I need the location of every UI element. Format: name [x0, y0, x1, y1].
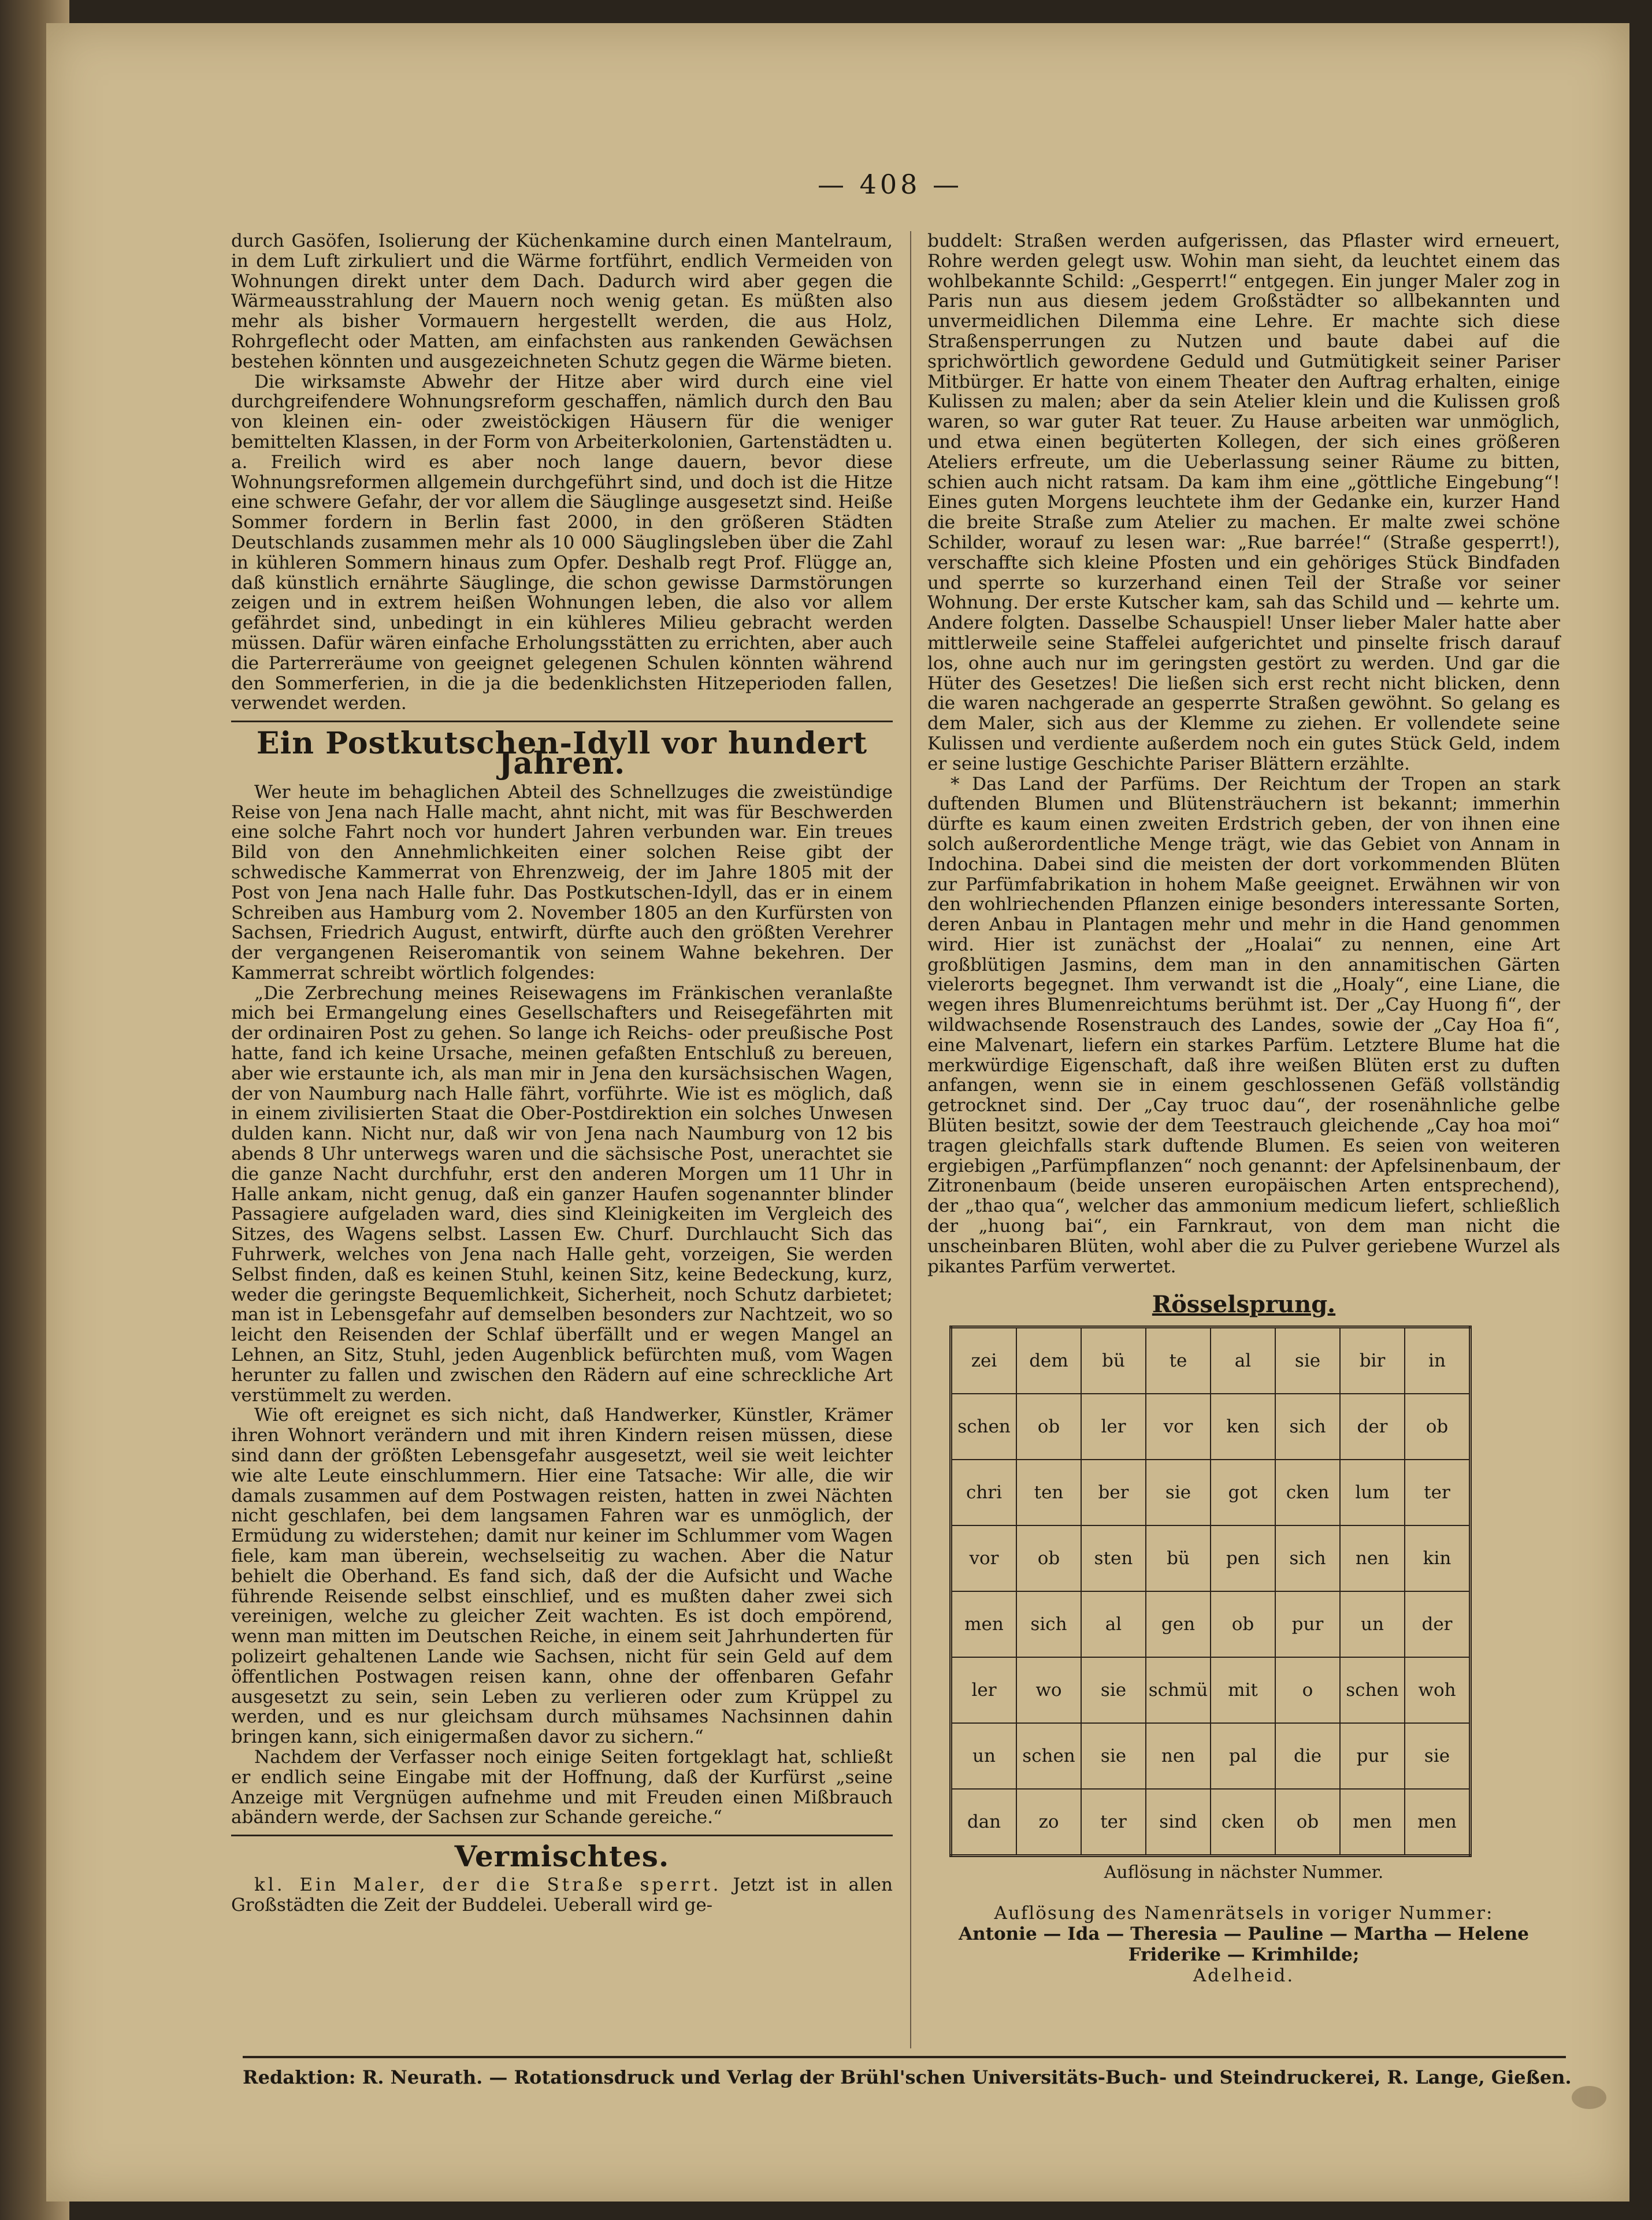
puzzle-cell: sich: [1016, 1591, 1081, 1657]
puzzle-cell: chri: [951, 1460, 1017, 1525]
left-column: [231, 231, 893, 1915]
article-paragraph: Wer heute im behaglichen Abteil des Schnellzuges die zweistündige Reise von Jena nach Halle macht, ahnt nicht, mit was für Beschwerden eine solche Fahrt noch vor hundert Jahren verbunden war. Ein treues Bild von den Annehmlichkeiten einer solchen Reise gibt der schwedische Kammerrat von Ehrenzweig, der im Jahre 1805 mit der Post von Jena nach Halle fuhr. Das Postkutschen-Idyll, das er in einem Schreiben aus Hamburg vom 2. November 1805 an den Kurfürsten von Sachsen, Friedrich August, entwirft, dürfte auch den größten Verehrer der vergangenen Reiseromantik von seinem Wahne bekehren. Der Kammerrat schreibt wörtlich folgendes:: [231, 781, 893, 983]
puzzle-cell: ter: [1081, 1789, 1146, 1856]
imprint-footer: Redaktion: R. Neurath. — Rotationsdruck und Verlag der Brühl'schen Universitäts-Buch- und Steindruckerei, R. Lange, Gießen.: [243, 2056, 1566, 2088]
puzzle-cell: schmü: [1146, 1657, 1211, 1723]
puzzle-cell: cken: [1275, 1460, 1340, 1525]
puzzle-cell: schen: [951, 1394, 1017, 1460]
puzzle-cell: cken: [1211, 1789, 1275, 1856]
puzzle-cell: nen: [1146, 1723, 1211, 1789]
solution-line: Adelheid.: [1193, 1965, 1295, 1987]
solution-line: Friderike — Krimhilde;: [1128, 1944, 1360, 1966]
puzzle-cell: zei: [951, 1327, 1017, 1394]
misc-continuation: buddelt: Straßen werden aufgerissen, das Pflaster wird erneuert, Rohre werden gelegt usw. Wohin man sieht, da leuchtet einem das wohlbekannte Schild: „Gesperrt!“ entgegen. Ein junger Maler zog in Paris nun aus diesem jedem Großstädter so allbekannten und unvermeidlichen Dilemma eine Lehre. Er machte sich diese Straßensperrungen zu Nutzen und baute dabei auf die sprichwörtlich gewordene Geduld und Gutmütigkeit seiner Pariser Mitbürger. Er hatte von einem Theater den Auftrag erhalten, einige Kulissen zu malen; aber da sein Atelier klein und die Kulissen groß waren, so war guter Rat teuer. Zu Hause arbeiten war unmöglich, und etwa einen begüterten Kollegen, der sich eines größeren Ateliers erfreute, um die Ueberlassung seiner Räume zu bitten, schien auch nicht ratsam. Da kam ihm eine „göttliche Eingebung“! Eines guten Morgens leuchtete ihm der Gedanke ein, kurzer Hand die breite Straße zum Atelier zu machen. Er malte zwei schöne Schilder, worauf zu lesen war: „Rue barrée!“ (Straße gesperrt!), verschaffte sich kleine Pfosten und ein gehöriges Stück Bindfaden und sperrte so kurzerhand einen Teil der Straße vor seiner Wohnung. Der erste Kutscher kam, sah das Schild und — kehrte um. Andere folgten. Dasselbe Schauspiel! Unser lieber Maler hatte aber mittlerweile seine Staffelei aufgerichtet und pinselte frisch darauf los, ohne auch nur im geringsten gestört zu werden. Und gar die Hüter des Gesetzes! Die ließen sich erst recht nicht blicken, denn die waren nachgerade an gesperrte Straßen gewöhnt. So gelang es dem Maler, sich aus der Klemme zu ziehen. Er vollendete seine Kulissen und verdiente außerdem noch ein gutes Stück Geld, indem er seine lustige Geschichte Pariser Blättern erzählte.: [927, 231, 1560, 774]
puzzle-cell: sie: [1146, 1460, 1211, 1525]
puzzle-row: [951, 1460, 1471, 1525]
puzzle-cell: ler: [1081, 1394, 1146, 1460]
puzzle-cell: zo: [1016, 1789, 1081, 1856]
article-paragraph: Nachdem der Verfasser noch einige Seiten fortgeklagt hat, schließt er endlich seine Eingabe mit der Hoffnung, daß der Kurfürst „seine Anzeige mit Vergnügen aufnehme und mit Freuden einen Mißbrauch abändern werde, der Sachsen zur Schande gereiche.“: [231, 1746, 893, 1828]
puzzle-row: [951, 1327, 1471, 1394]
puzzle-row: [951, 1723, 1471, 1789]
puzzle-cell: sie: [1081, 1723, 1146, 1789]
puzzle-row: [951, 1525, 1471, 1591]
puzzle-cell: wo: [1016, 1657, 1081, 1723]
puzzle-cell: ob: [1016, 1525, 1081, 1591]
puzzle-cell: vor: [951, 1525, 1017, 1591]
parfum-paragraph: * Das Land der Parfüms. Der Reichtum der Tropen an stark duftenden Blumen und Blütensträuchern ist bekannt; immerhin dürfte es kaum einen zweiten Erdstrich geben, der von ihnen eine solch außerordentliche Menge trägt, wie das Gebiet von Annam in Indochina. Dabei sind die meisten der dort vorkommenden Blüten zur Parfümfabrikation in hohem Maße geeignet. Erwähnen wir von den wohlriechenden Pflanzen einige besonders interessante Sorten, deren Anbau in Plantagen mehr und mehr in die Hand genommen wird. Hier ist zunächst der „Hoalai“ zu nennen, eine Art großblütigen Jasmins, dem man in den annamitischen Gärten vielerorts begegnet. Ihm verwandt ist die „Hoaly“, eine Liane, die wegen ihres Blumenreichtums berühmt ist. Der „Cay Huong fi“, der wildwachsende Rosenstrauch des Landes, sowie der „Cay Hoa fi“, eine Malvenart, liefern ein starkes Parfüm. Letztere Blume hat die merkwürdige Eigenschaft, daß ihre weißen Blüten erst zu duften anfangen, wenn sie in einem geschlossenen Gefäß vollständig getrocknet sind. Der „Cay truoc dau“, der rosenähnliche gelbe Blüten besitzt, sowie der dem Teestrauch gleichende „Cay hoa moi“ tragen gleichfalls stark duftende Blumen. Es seien von weiteren ergiebigen „Parfümpflanzen“ noch genannt: der Apfelsinenbaum, der Zitronenbaum (beide unseren europäischen Arten entsprechend), der „thao qua“, welcher das ammonium medicum liefert, schließlich der „huong bai“, ein Farnkraut, von dem man nicht die unscheinbaren Blüten, wohl aber die zu Pulver geriebene Wurzel als pikantes Parfüm verwertet.: [927, 773, 1560, 1277]
puzzle-cell: pen: [1211, 1525, 1275, 1591]
misc-section-title: Vermischtes.: [454, 1839, 670, 1874]
misc-paragraph: [231, 1875, 893, 1915]
puzzle-cell: nen: [1340, 1525, 1405, 1591]
puzzle-cell: bü: [1146, 1525, 1211, 1591]
puzzle-cell: in: [1405, 1327, 1471, 1394]
puzzle-cell: pur: [1340, 1723, 1405, 1789]
intro-paragraph: durch Gasöfen, Isolierung der Küchenkamine durch einen Mantelraum, in dem Luft zirkuliert und die Wärme fortführt, endlich Vermeiden von Wohnungen direkt unter dem Dach. Dadurch wird aber gegen die Wärmeausstrahlung der Mauern noch wenig getan. Es müßten also mehr als bisher Vormauern hergestellt werden, die aus Holz, Rohrgeflecht oder Matten, am einfachsten aus rankenden Gewächsen bestehen könnten und ausgezeichneten Schutz gegen die Wärme bieten.: [231, 231, 893, 372]
puzzle-cell: gen: [1146, 1591, 1211, 1657]
puzzle-cell: pur: [1275, 1591, 1340, 1657]
puzzle-cell: bü: [1081, 1327, 1146, 1394]
puzzle-row: [951, 1789, 1471, 1856]
puzzle-cell: ten: [1016, 1460, 1081, 1525]
puzzle-cell: lum: [1340, 1460, 1405, 1525]
solution-heading: Auflösung des Namenrätsels in voriger Nummer:: [994, 1903, 1494, 1924]
article-title: Ein Postkutschen-Idyll vor hundert Jahren.: [256, 726, 868, 781]
puzzle-cell: got: [1211, 1460, 1275, 1525]
puzzle-row: [951, 1591, 1471, 1657]
puzzle-cell: der: [1340, 1394, 1405, 1460]
puzzle-cell: mit: [1211, 1657, 1275, 1723]
puzzle-cell: ler: [951, 1657, 1017, 1723]
puzzle-cell: pal: [1211, 1723, 1275, 1789]
right-column: [927, 231, 1560, 1986]
article-paragraph: Wie oft ereignet es sich nicht, daß Handwerker, Künstler, Krämer ihren Wohnort verändern und mit ihren Kindern reisen müssen, diese sind dann der größten Lebensgefahr ausgesetzt, weil sie weit leichter wie alte Leute einschlummern. Hier eine Tatsache: Wir alle, die wir damals zusammen auf dem Postwagen reisten, hatten in zwei Nächten nicht geschlafen, bei dem langsamen Fahren war es unmöglich, der Ermüdung zu widerstehen; damit nur keiner im Schlummer vom Wagen fiele, kam man überein, wechselseitig zu wachen. Aber die Natur behielt die Oberhand. Es fand sich, daß der die Aufsicht und Wache führende Reisende selbst einschlief, und es mußten daher zwei sich vereinigen, welche zu gleicher Zeit wachten. Es ist doch empörend, wenn man mitten im Deutschen Reiche, in einem seit Jahrhunderten für polizeirt gehaltenen Lande wie Sachsen, nicht für sein Geld auf dem öffentlichen Postwagen reisen kann, ohne der offenbaren Gefahr ausgesetzt zu sein, sein Leben zu verlieren oder zum Krüppel zu werden, und es nur gleichsam durch mühsames Nachsinnen dahin bringen kann, sich einigermaßen davor zu sichern.“: [231, 1405, 893, 1748]
misc-item-lead: kl. Ein Maler, der die Straße sperrt.: [254, 1874, 722, 1895]
puzzle-cell: kin: [1405, 1525, 1471, 1591]
puzzle-cell: sich: [1275, 1394, 1340, 1460]
article-paragraph: „Die Zerbrechung meines Reisewagens im Fränkischen veranlaßte mich bei Ermangelung eines Gesellschafters und Reisegefährten mit der ordinairen Post zu gehen. So lange ich Reichs- oder preußische Post hatte, fand ich keine Ursache, meinen gefaßten Entschluß zu bereuen, aber wie erstaunte ich, als man mir in Jena den kursächsischen Wagen, der von Naumburg nach Halle fährt, vorführte. Wie ist es möglich, daß in einem zivilisierten Staat die Ober-Postdirektion ein solches Unwesen dulden kann. Nicht nur, daß wir von Jena nach Naumburg von 12 bis abends 8 Uhr unterwegs waren und die sächsische Post, unerachtet sie die ganze Nacht durchfuhr, erst den anderen Morgen um 11 Uhr in Halle ankam, nicht genug, daß ein ganzer Haufen sogenannter blinder Passagiere aufgeladen ward, dies sind Kleinigkeiten im Vergleich des Sitzes, des Wagens selbst. Lassen Ew. Churf. Durchlaucht Sich das Fuhrwerk, welches von Jena nach Halle geht, vorzeigen, Sie werden Selbst finden, daß es keinen Stuhl, keinen Sitz, keine Bedeckung, kurz, weder die geringste Bequemlichkeit, Sicherheit, noch Schutz darbietet; man ist in Lebensgefahr auf demselben besonders zur Nachtzeit, wo so leicht den Reisenden der Schlaf überfällt und er wegen Mangel an Lehnen, an Sitz, Stuhl, jeden Augenblick befürchten muß, vom Wagen herunter zu fallen und zwischen den Rädern auf eine schreckliche Art verstümmelt zu werden.: [231, 982, 893, 1406]
puzzle-cell: sind: [1146, 1789, 1211, 1856]
puzzle-cell: sie: [1275, 1327, 1340, 1394]
misc-item-text: Jetzt ist in allen Großstädten die Zeit der Buddelei. Ueberall wird ge-: [231, 1874, 893, 1915]
previous-solution: [927, 1903, 1560, 1986]
puzzle-cell: ber: [1081, 1460, 1146, 1525]
newspaper-page: [46, 23, 1629, 2202]
puzzle-row: [951, 1657, 1471, 1723]
puzzle-cell: vor: [1146, 1394, 1211, 1460]
solution-line: Antonie — Ida — Theresia — Pauline — Martha — Helene: [959, 1924, 1529, 1945]
divider: [231, 1835, 893, 1836]
puzzle-cell: schen: [1340, 1657, 1405, 1723]
puzzle-cell: sie: [1405, 1723, 1471, 1789]
puzzle-cell: al: [1081, 1591, 1146, 1657]
puzzle-cell: woh: [1405, 1657, 1471, 1723]
puzzle-cell: ob: [1405, 1394, 1471, 1460]
puzzle-cell: sie: [1081, 1657, 1146, 1723]
puzzle-cell: bir: [1340, 1327, 1405, 1394]
puzzle-cell: men: [1405, 1789, 1471, 1856]
puzzle-cell: men: [951, 1591, 1017, 1657]
puzzle-cell: un: [951, 1723, 1017, 1789]
intro-paragraph: Die wirksamste Abwehr der Hitze aber wird durch eine viel durchgreifendere Wohnungsreform geschaffen, nämlich durch den Bau von kleinen ein- oder zweistöckigen Häusern für die weniger bemittelten Klassen, in der Form von Arbeiterkolonien, Gartenstädten u. a. Freilich wird es aber noch lange dauern, bevor diese Wohnungsreformen allgemein durchgeführt sind, und doch ist die Hitze eine schwere Gefahr, der vor allem die Säuglinge ausgesetzt sind. Heiße Sommer fordern in Berlin fast 2000, in den größeren Städten Deutschlands zusammen mehr als 10 000 Säuglingsleben über die Zahl in kühleren Sommern hinaus zum Opfer. Deshalb regt Prof. Flügge an, daß künstlich ernährte Säuglinge, die schon gewisse Darmstörungen zeigen und in extrem heißen Wohnungen leben, die also vor allem gefährdet sind, unbedingt in ein kühleres Milieu gebracht werden müssen. Dafür wären einfache Erholungsstätten zu errichten, aber auch die Parterreräume von geeignet gelegenen Schulen könnten während den Sommerferien, in die ja die bedenklichsten Hitzeperioden fallen, verwendet werden.: [231, 371, 893, 714]
knight-puzzle-grid: [949, 1326, 1472, 1857]
divider: [231, 721, 893, 722]
puzzle-cell: un: [1340, 1591, 1405, 1657]
column-separator: [910, 231, 911, 2048]
ink-stain: [1572, 2086, 1606, 2109]
puzzle-cell: ob: [1275, 1789, 1340, 1856]
resolution-note: Auflösung in nächster Nummer.: [1104, 1862, 1384, 1883]
puzzle-cell: dem: [1016, 1327, 1081, 1394]
puzzle-cell: ter: [1405, 1460, 1471, 1525]
puzzle-cell: men: [1340, 1789, 1405, 1856]
puzzle-cell: der: [1405, 1591, 1471, 1657]
puzzle-cell: dan: [951, 1789, 1017, 1856]
puzzle-title: Rösselsprung.: [1152, 1291, 1336, 1319]
puzzle-cell: schen: [1016, 1723, 1081, 1789]
puzzle-cell: sten: [1081, 1525, 1146, 1591]
puzzle-row: [951, 1394, 1471, 1460]
puzzle-cell: ken: [1211, 1394, 1275, 1460]
puzzle-cell: al: [1211, 1327, 1275, 1394]
puzzle-cell: te: [1146, 1327, 1211, 1394]
puzzle-cell: die: [1275, 1723, 1340, 1789]
puzzle-cell: ob: [1016, 1394, 1081, 1460]
puzzle-cell: ob: [1211, 1591, 1275, 1657]
puzzle-cell: o: [1275, 1657, 1340, 1723]
page-number: — 408 —: [818, 169, 963, 200]
puzzle-cell: sich: [1275, 1525, 1340, 1591]
